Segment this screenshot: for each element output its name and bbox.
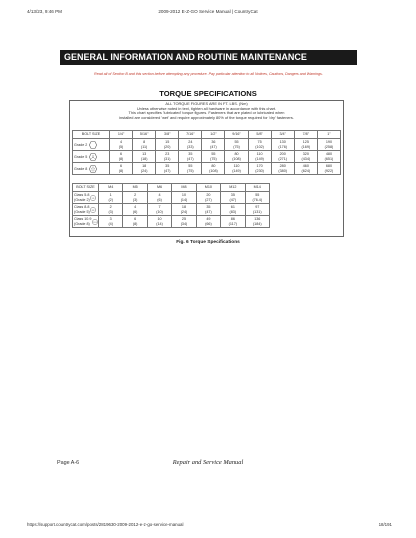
torque-ftlb-value: 55 — [188, 164, 193, 169]
torque-ftlb-value: 20 — [206, 193, 211, 198]
torque-nm-value: (11) — [140, 144, 148, 149]
sae-torque-cell — [294, 151, 317, 163]
sae-torque-cell — [317, 139, 340, 151]
sae-torque-cell — [248, 139, 271, 151]
torque-nm-value: (24) — [140, 168, 148, 173]
metric-class-label: Class 10.9 — [74, 217, 92, 222]
torque-ftlb-value: 480 — [325, 152, 332, 157]
torque-nm-value: (3) — [132, 197, 138, 202]
torque-ftlb-value: 75 — [257, 140, 262, 145]
metric-torque-cell — [123, 204, 147, 216]
metric-bolt-head-icon — [90, 207, 96, 213]
torque-nm-value: (34) — [180, 221, 188, 226]
torque-nm-value: (75) — [233, 144, 240, 149]
sae-torque-cell — [202, 151, 225, 163]
sae-torque-cell — [110, 139, 133, 151]
sae-torque-cell — [179, 163, 202, 175]
torque-ftlb-value: 80 — [211, 164, 216, 169]
grade-8-bolt-head-icon — [89, 165, 97, 173]
sae-torque-cell — [156, 163, 179, 175]
torque-nm-value: (149) — [232, 168, 241, 173]
torque-ftlb-value: 2 — [134, 193, 137, 198]
sae-header-size: 3/8" — [156, 131, 179, 139]
torque-ftlb-value: 35 — [165, 164, 170, 169]
sae-torque-cell — [248, 151, 271, 163]
metric-grade-equivalent: (Grade 8) — [74, 221, 90, 226]
torque-nm-value: (6) — [157, 197, 162, 202]
sae-torque-cell — [110, 163, 133, 175]
svg-text:8.8: 8.8 — [92, 209, 95, 212]
metric-torque-cell — [172, 192, 196, 204]
metric-torque-cell — [172, 204, 196, 216]
grade-label: Grade 5 — [74, 154, 88, 159]
torque-nm-value: (271) — [278, 156, 287, 161]
torque-note-line-4: installed are considered 'wet' and require approximately 80% of the torque required for 'dry' fasteners. — [119, 115, 294, 121]
torque-ftlb-value: 18 — [181, 205, 187, 210]
torque-nm-value: (4) — [108, 221, 113, 226]
torque-ftlb-value: 4 — [120, 140, 123, 145]
torque-nm-value: (258) — [324, 144, 334, 149]
sae-header-size: 1/4" — [110, 131, 133, 139]
warning-text: Read all of Section B and this section before attempting any procedure. Pay particular attention to all Notices, Cautions, Dangers and Warnings. — [94, 72, 323, 76]
torque-ftlb-value: 35 — [230, 193, 235, 198]
torque-note — [69, 102, 344, 121]
torque-nm-value: (14) — [180, 197, 188, 202]
torque-nm-value: (108) — [209, 168, 218, 173]
torque-nm-value: (66) — [205, 221, 212, 226]
metric-class-cell — [73, 204, 99, 216]
metric-torque-cell — [123, 216, 147, 228]
metric-class-label: Class 8.8 — [74, 205, 90, 210]
torque-nm-value: (18) — [140, 156, 148, 161]
torque-ftlb-value: 55 — [234, 140, 239, 145]
section-title: GENERAL INFORMATION AND ROUTINE MAINTENANCE — [60, 50, 357, 65]
torque-nm-value: (6) — [132, 209, 138, 214]
torque-nm-value: (20) — [163, 144, 171, 149]
sae-torque-cell — [133, 151, 156, 163]
torque-ftlb-value: 55 — [255, 193, 260, 198]
torque-nm-value: (230) — [255, 168, 264, 173]
torque-nm-value: (75) — [187, 168, 194, 173]
torque-nm-value: (176) — [278, 144, 287, 149]
sae-torque-cell — [202, 139, 225, 151]
sae-header-bolt-size: BOLT SIZE — [73, 131, 110, 139]
sae-torque-cell — [294, 163, 317, 175]
torque-nm-value: (47) — [205, 209, 212, 214]
torque-nm-value: (434) — [301, 156, 311, 161]
sae-torque-cell — [317, 151, 340, 163]
torque-nm-value: (117) — [228, 221, 237, 226]
metric-torque-cell — [99, 216, 123, 228]
metric-torque-cell — [172, 216, 196, 228]
metric-torque-cell — [123, 192, 147, 204]
sae-table-row — [73, 163, 341, 175]
torque-title: TORQUE SPECIFICATIONS — [159, 89, 257, 98]
torque-ftlb-value: 4 — [134, 205, 137, 210]
torque-nm-value: (380) — [278, 168, 287, 173]
torque-nm-value: (102) — [255, 144, 264, 149]
torque-ftlb-value: 23 — [165, 152, 170, 157]
torque-ftlb-value: 15 — [165, 140, 170, 145]
sae-torque-cell — [271, 163, 294, 175]
sae-torque-cell — [133, 163, 156, 175]
metric-torque-cell — [99, 204, 123, 216]
torque-nm-value: (47) — [187, 156, 194, 161]
figure-caption: Fig. 6 Torque Specifications — [176, 240, 240, 245]
metric-header-bolt-size: BOLT SIZE — [73, 184, 99, 192]
torque-nm-value: (8) — [118, 168, 124, 173]
torque-nm-value: (169) — [301, 144, 311, 149]
sae-torque-cell — [179, 139, 202, 151]
torque-nm-value: (922) — [324, 168, 334, 173]
metric-torque-cell — [147, 204, 171, 216]
torque-ftlb-value: 4 — [158, 193, 161, 198]
torque-ftlb-value: 136 — [254, 217, 261, 222]
metric-torque-cell — [196, 192, 220, 204]
metric-torque-cell — [147, 192, 171, 204]
metric-torque-cell — [196, 216, 220, 228]
sae-grade-cell — [73, 163, 110, 175]
torque-ftlb-value: 460 — [302, 164, 309, 169]
metric-header-size: M5 — [123, 184, 147, 192]
torque-ftlb-value: 25 — [181, 217, 187, 222]
sae-torque-cell — [225, 139, 248, 151]
metric-header-size: M8 — [172, 184, 196, 192]
metric-header-size: M12 — [221, 184, 245, 192]
torque-ftlb-value: 190 — [325, 140, 332, 145]
torque-note-line-3: This chart specifies 'lubricated' torque figures. Fasteners that are plated or lubricated when — [128, 110, 285, 116]
sae-torque-cell — [133, 139, 156, 151]
metric-grade-equivalent: (Grade 5) — [74, 209, 90, 214]
sae-torque-cell — [317, 163, 340, 175]
torque-nm-value: (5) — [118, 144, 124, 149]
torque-ftlb-value: 61 — [230, 205, 235, 210]
sae-header-row — [73, 131, 341, 139]
torque-ftlb-value: 130 — [279, 140, 286, 145]
sae-header-size: 1" — [317, 131, 340, 139]
torque-ftlb-value: 35 — [206, 205, 211, 210]
sae-header-size: 5/16" — [133, 131, 156, 139]
torque-ftlb-value: 110 — [233, 164, 240, 169]
torque-nm-value: (33) — [187, 144, 194, 149]
sae-torque-cell — [271, 151, 294, 163]
sae-torque-cell — [294, 139, 317, 151]
torque-ftlb-value: 125 — [302, 140, 309, 145]
metric-torque-cell — [221, 216, 245, 228]
metric-table-row — [73, 204, 270, 216]
metric-header-size: M14 — [245, 184, 269, 192]
torque-nm-value: (47) — [210, 144, 217, 149]
torque-ftlb-value: 2 — [109, 205, 112, 210]
grade-5-bolt-head-icon — [89, 153, 97, 161]
metric-grade-equivalent: (Grade 2) — [74, 197, 90, 202]
sae-torque-cell — [202, 163, 225, 175]
torque-nm-value: (624) — [301, 168, 311, 173]
metric-class-cell — [73, 192, 99, 204]
torque-nm-value: (75) — [210, 156, 217, 161]
torque-nm-value: (31) — [163, 156, 171, 161]
sae-torque-cell — [225, 151, 248, 163]
metric-torque-cell — [245, 204, 269, 216]
torque-ftlb-value: 10 — [157, 217, 162, 222]
torque-ftlb-value: 6 — [120, 152, 123, 157]
torque-ftlb-value: 6 — [134, 217, 137, 222]
grade-label: Grade 2 — [74, 142, 88, 147]
torque-ftlb-value: 49 — [206, 217, 211, 222]
torque-ftlb-value: 10 — [181, 193, 187, 198]
sae-header-size: 1/2" — [202, 131, 225, 139]
sae-torque-cell — [248, 163, 271, 175]
metric-header-size: M6 — [147, 184, 171, 192]
torque-ftlb-value: 3 — [109, 217, 112, 222]
sae-header-size: 9/16" — [225, 131, 248, 139]
torque-ftlb-value: 97 — [255, 205, 260, 210]
metric-torque-cell — [196, 204, 220, 216]
torque-ftlb-value: 35 — [188, 152, 193, 157]
metric-bolt-head-icon — [92, 219, 98, 225]
torque-ftlb-value: 18 — [142, 164, 147, 169]
metric-class-cell — [73, 216, 99, 228]
torque-nm-value: (651) — [324, 156, 334, 161]
print-url: https://support.countrycat.com/posts/2819630-2009-2012-e-z-go-service-manual — [27, 522, 184, 527]
metric-torque-cell — [221, 204, 245, 216]
sae-torque-cell — [110, 151, 133, 163]
metric-table-row — [73, 216, 270, 228]
torque-ftlb-value: 55 — [211, 152, 216, 157]
torque-nm-value: (24) — [180, 209, 188, 214]
metric-torque-cell — [147, 216, 171, 228]
torque-nm-value: (47) — [229, 197, 237, 202]
sae-header-size: 5/8" — [248, 131, 271, 139]
sae-torque-cell — [179, 151, 202, 163]
print-page-count: 18/191 — [378, 522, 392, 527]
torque-nm-value: (8) — [118, 156, 124, 161]
torque-nm-value: (3) — [108, 209, 113, 214]
torque-nm-value: (10) — [156, 209, 163, 214]
torque-nm-value: (2) — [108, 197, 113, 202]
torque-ftlb-value: 24 — [188, 140, 193, 145]
page-label: Page A-6 — [57, 460, 80, 466]
torque-nm-value: (8) — [132, 221, 138, 226]
torque-nm-value: (131) — [252, 209, 262, 214]
torque-nm-value: (184) — [252, 221, 262, 226]
print-datetime: 4/13/23, 9:46 PM — [27, 9, 62, 14]
torque-nm-value: (83) — [229, 209, 237, 214]
torque-ftlb-value: 170 — [256, 164, 263, 169]
svg-text:5.8: 5.8 — [92, 197, 95, 200]
sae-header-size: 3/4" — [271, 131, 294, 139]
metric-table-row — [73, 192, 270, 204]
torque-ftlb-value: 280 — [279, 164, 286, 169]
torque-ftlb-value: 110 — [256, 152, 263, 157]
sae-table-row — [73, 151, 341, 163]
torque-ftlb-value: 86 — [230, 217, 235, 222]
sae-torque-cell — [156, 151, 179, 163]
metric-torque-table — [72, 183, 270, 228]
sae-torque-cell — [225, 163, 248, 175]
torque-ftlb-value: 36 — [211, 140, 216, 145]
torque-nm-value: (14) — [156, 221, 163, 226]
manual-footer-title: Repair and Service Manual — [172, 459, 244, 466]
torque-ftlb-value: 6 — [120, 164, 123, 169]
torque-note-line-1: ALL TORQUE FIGURES ARE IN FT. LBS. (Nm) — [165, 101, 248, 106]
metric-header-size: M10 — [196, 184, 220, 192]
sae-table-row — [73, 139, 341, 151]
torque-ftlb-value: 8 — [143, 140, 146, 145]
torque-nm-value: (108) — [232, 156, 241, 161]
metric-bolt-head-icon — [90, 195, 96, 201]
metric-torque-cell — [245, 192, 269, 204]
torque-nm-value: (149) — [255, 156, 264, 161]
metric-torque-cell — [245, 216, 269, 228]
metric-torque-cell — [221, 192, 245, 204]
torque-nm-value: (27) — [205, 197, 212, 202]
metric-header-size: M4 — [99, 184, 123, 192]
torque-ftlb-value: 320 — [302, 152, 309, 157]
print-page-title: 2009-2012 E-Z-GO Service Manual | CountryCat — [158, 9, 258, 14]
torque-ftlb-value: 1 — [109, 193, 112, 198]
torque-nm-value: (76.4) — [252, 197, 263, 202]
torque-ftlb-value: 13 — [142, 152, 147, 157]
metric-header-row — [73, 184, 270, 192]
sae-grade-cell — [73, 151, 110, 163]
svg-text:10.9: 10.9 — [93, 221, 97, 224]
torque-note-line-2: Unless otherwise noted in text, tighten all hardware in accordance with this chart. — [136, 105, 277, 111]
metric-class-label: Class 5.8 — [74, 193, 90, 198]
metric-torque-cell — [99, 192, 123, 204]
torque-ftlb-value: 7 — [158, 205, 161, 210]
torque-nm-value: (47) — [163, 168, 171, 173]
sae-torque-table — [72, 130, 341, 175]
torque-ftlb-value: 200 — [279, 152, 286, 157]
torque-ftlb-value: 80 — [234, 152, 239, 157]
sae-torque-cell — [156, 139, 179, 151]
grade-label: Grade 8 — [74, 166, 88, 171]
sae-header-size: 7/16" — [179, 131, 202, 139]
grade-2-bolt-head-icon — [89, 141, 97, 149]
sae-torque-cell — [271, 139, 294, 151]
torque-ftlb-value: 680 — [325, 164, 332, 169]
sae-header-size: 7/8" — [294, 131, 317, 139]
sae-grade-cell — [73, 139, 110, 151]
